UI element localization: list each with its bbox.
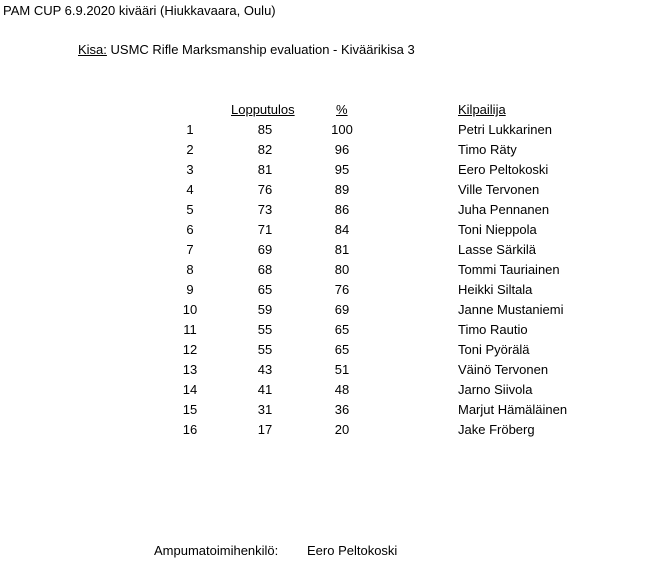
row-percent: 96 bbox=[334, 142, 350, 157]
row-rank: 16 bbox=[182, 422, 198, 437]
row-score: 73 bbox=[257, 202, 273, 217]
row-competitor-name: Eero Peltokoski bbox=[458, 162, 549, 177]
competition-label: Kisa: bbox=[78, 42, 107, 57]
header-percent: % bbox=[336, 102, 348, 117]
row-rank: 1 bbox=[186, 122, 194, 137]
row-score: 31 bbox=[257, 402, 273, 417]
row-percent: 65 bbox=[334, 322, 350, 337]
row-rank: 11 bbox=[183, 322, 197, 337]
row-rank: 15 bbox=[182, 402, 198, 417]
competition-line bbox=[78, 42, 415, 58]
row-score: 55 bbox=[257, 322, 273, 337]
row-percent: 65 bbox=[334, 342, 350, 357]
row-score: 41 bbox=[257, 382, 273, 397]
official-label: Ampumatoimihenkilö: bbox=[154, 543, 279, 558]
row-competitor-name: Ville Tervonen bbox=[458, 182, 540, 197]
row-rank: 8 bbox=[186, 262, 194, 277]
row-rank: 2 bbox=[186, 142, 194, 157]
row-percent: 48 bbox=[334, 382, 350, 397]
row-competitor-name: Petri Lukkarinen bbox=[458, 122, 552, 137]
row-competitor-name: Väinö Tervonen bbox=[458, 362, 549, 377]
row-score: 85 bbox=[257, 122, 273, 137]
row-percent: 20 bbox=[334, 422, 350, 437]
row-rank: 5 bbox=[186, 202, 194, 217]
row-percent: 76 bbox=[334, 282, 350, 297]
row-competitor-name: Janne Mustaniemi bbox=[458, 302, 564, 317]
row-score: 65 bbox=[257, 282, 273, 297]
row-score: 59 bbox=[257, 302, 273, 317]
row-percent: 89 bbox=[334, 182, 350, 197]
row-competitor-name: Toni Nieppola bbox=[458, 222, 537, 237]
row-percent: 86 bbox=[334, 202, 350, 217]
row-competitor-name: Timo Rautio bbox=[458, 322, 528, 337]
competition-name: USMC Rifle Marksmanship evaluation - Kiväärikisa 3 bbox=[110, 42, 415, 57]
row-rank: 10 bbox=[182, 302, 198, 317]
official-name: Eero Peltokoski bbox=[307, 543, 398, 558]
row-percent: 36 bbox=[334, 402, 350, 417]
header-lopputulos: Lopputulos bbox=[231, 102, 295, 117]
row-rank: 6 bbox=[186, 222, 194, 237]
row-percent: 95 bbox=[334, 162, 350, 177]
row-score: 71 bbox=[257, 222, 273, 237]
row-score: 17 bbox=[257, 422, 273, 437]
row-percent: 51 bbox=[334, 362, 350, 377]
row-rank: 12 bbox=[182, 342, 198, 357]
row-percent: 69 bbox=[334, 302, 350, 317]
row-rank: 14 bbox=[182, 382, 198, 397]
document-title: PAM CUP 6.9.2020 kivääri (Hiukkavaara, Oulu) bbox=[3, 3, 276, 18]
row-score: 55 bbox=[257, 342, 273, 357]
row-percent: 81 bbox=[334, 242, 350, 257]
row-rank: 9 bbox=[186, 282, 194, 297]
row-score: 43 bbox=[257, 362, 273, 377]
row-rank: 7 bbox=[186, 242, 194, 257]
header-kilpailija: Kilpailija bbox=[458, 102, 506, 117]
row-percent: 100 bbox=[331, 122, 353, 137]
row-percent: 84 bbox=[334, 222, 350, 237]
row-score: 76 bbox=[257, 182, 273, 197]
row-percent: 80 bbox=[334, 262, 350, 277]
row-competitor-name: Marjut Hämäläinen bbox=[458, 402, 568, 417]
row-score: 82 bbox=[257, 142, 273, 157]
row-score: 68 bbox=[257, 262, 273, 277]
row-competitor-name: Heikki Siltala bbox=[458, 282, 533, 297]
row-competitor-name: Tommi Tauriainen bbox=[458, 262, 560, 277]
row-competitor-name: Timo Räty bbox=[458, 142, 517, 157]
row-score: 69 bbox=[257, 242, 273, 257]
row-rank: 13 bbox=[182, 362, 198, 377]
row-rank: 4 bbox=[186, 182, 194, 197]
row-score: 81 bbox=[257, 162, 273, 177]
row-rank: 3 bbox=[186, 162, 194, 177]
row-competitor-name: Lasse Särkilä bbox=[458, 242, 537, 257]
row-competitor-name: Toni Pyörälä bbox=[458, 342, 530, 357]
row-competitor-name: Jarno Siivola bbox=[458, 382, 533, 397]
row-competitor-name: Jake Fröberg bbox=[458, 422, 535, 437]
row-competitor-name: Juha Pennanen bbox=[458, 202, 550, 217]
